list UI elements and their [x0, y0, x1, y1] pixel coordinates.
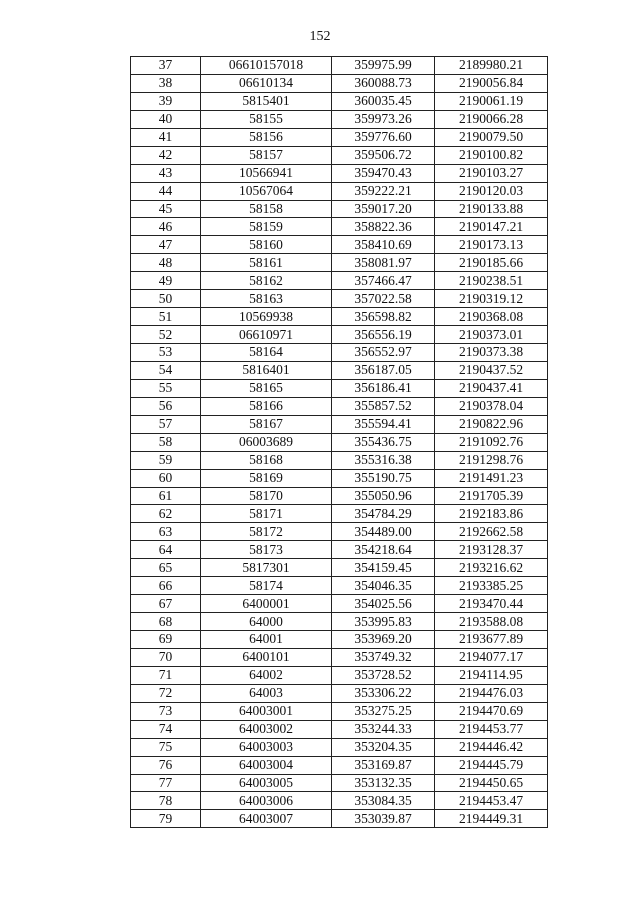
- row-index-cell: 49: [131, 272, 201, 290]
- y-coordinate-cell: 2190133.88: [435, 200, 548, 218]
- row-index-cell: 65: [131, 559, 201, 577]
- table-row: [131, 702, 548, 720]
- point-id-cell: 5815401: [201, 92, 332, 110]
- point-id-cell: 58167: [201, 415, 332, 433]
- point-id-cell: 58163: [201, 290, 332, 308]
- y-coordinate-cell: 2189980.21: [435, 57, 548, 75]
- y-coordinate-cell: 2194450.65: [435, 774, 548, 792]
- x-coordinate-cell: 353749.32: [332, 648, 435, 666]
- point-id-cell: 58155: [201, 110, 332, 128]
- table-row: [131, 613, 548, 631]
- row-index-cell: 42: [131, 146, 201, 164]
- x-coordinate-cell: 354159.45: [332, 559, 435, 577]
- y-coordinate-cell: 2193470.44: [435, 595, 548, 613]
- y-coordinate-cell: 2190185.66: [435, 254, 548, 272]
- point-id-cell: 64003002: [201, 720, 332, 738]
- point-id-cell: 58160: [201, 236, 332, 254]
- point-id-cell: 64003006: [201, 792, 332, 810]
- table-row: [131, 92, 548, 110]
- row-index-cell: 45: [131, 200, 201, 218]
- row-index-cell: 53: [131, 344, 201, 362]
- point-id-cell: 58162: [201, 272, 332, 290]
- point-id-cell: 58170: [201, 487, 332, 505]
- row-index-cell: 37: [131, 57, 201, 75]
- y-coordinate-cell: 2190120.03: [435, 182, 548, 200]
- y-coordinate-cell: 2194470.69: [435, 702, 548, 720]
- x-coordinate-cell: 353169.87: [332, 756, 435, 774]
- y-coordinate-cell: 2190056.84: [435, 74, 548, 92]
- y-coordinate-cell: 2190437.52: [435, 361, 548, 379]
- x-coordinate-cell: 359973.26: [332, 110, 435, 128]
- y-coordinate-cell: 2190373.38: [435, 344, 548, 362]
- x-coordinate-cell: 359975.99: [332, 57, 435, 75]
- y-coordinate-cell: 2191092.76: [435, 433, 548, 451]
- y-coordinate-cell: 2193588.08: [435, 613, 548, 631]
- table-row: [131, 756, 548, 774]
- x-coordinate-cell: 359222.21: [332, 182, 435, 200]
- row-index-cell: 46: [131, 218, 201, 236]
- x-coordinate-cell: 353969.20: [332, 631, 435, 649]
- table-row: [131, 469, 548, 487]
- x-coordinate-cell: 359017.20: [332, 200, 435, 218]
- x-coordinate-cell: 356187.05: [332, 361, 435, 379]
- point-id-cell: 64003004: [201, 756, 332, 774]
- point-id-cell: 64003003: [201, 738, 332, 756]
- y-coordinate-cell: 2190066.28: [435, 110, 548, 128]
- table-row: [131, 326, 548, 344]
- x-coordinate-cell: 360088.73: [332, 74, 435, 92]
- row-index-cell: 77: [131, 774, 201, 792]
- point-id-cell: 64002: [201, 666, 332, 684]
- x-coordinate-cell: 356598.82: [332, 308, 435, 326]
- table-row: [131, 738, 548, 756]
- row-index-cell: 44: [131, 182, 201, 200]
- y-coordinate-cell: 2190100.82: [435, 146, 548, 164]
- table-row: [131, 595, 548, 613]
- x-coordinate-cell: 356552.97: [332, 344, 435, 362]
- table-row: [131, 541, 548, 559]
- row-index-cell: 57: [131, 415, 201, 433]
- x-coordinate-cell: 359470.43: [332, 164, 435, 182]
- point-id-cell: 06610134: [201, 74, 332, 92]
- table-row: [131, 433, 548, 451]
- x-coordinate-cell: 355316.38: [332, 451, 435, 469]
- y-coordinate-cell: 2194453.77: [435, 720, 548, 738]
- table-row: [131, 774, 548, 792]
- row-index-cell: 40: [131, 110, 201, 128]
- y-coordinate-cell: 2194077.17: [435, 648, 548, 666]
- y-coordinate-cell: 2190147.21: [435, 218, 548, 236]
- x-coordinate-cell: 355050.96: [332, 487, 435, 505]
- table-row: [131, 290, 548, 308]
- x-coordinate-cell: 353084.35: [332, 792, 435, 810]
- row-index-cell: 62: [131, 505, 201, 523]
- table-row: [131, 397, 548, 415]
- x-coordinate-cell: 354046.35: [332, 577, 435, 595]
- row-index-cell: 68: [131, 613, 201, 631]
- x-coordinate-cell: 353995.83: [332, 613, 435, 631]
- y-coordinate-cell: 2194449.31: [435, 810, 548, 828]
- point-id-cell: 58169: [201, 469, 332, 487]
- y-coordinate-cell: 2194445.79: [435, 756, 548, 774]
- point-id-cell: 06003689: [201, 433, 332, 451]
- point-id-cell: 58157: [201, 146, 332, 164]
- table-row: [131, 451, 548, 469]
- table-row: [131, 810, 548, 828]
- row-index-cell: 38: [131, 74, 201, 92]
- row-index-cell: 72: [131, 684, 201, 702]
- point-id-cell: 58156: [201, 128, 332, 146]
- x-coordinate-cell: 355857.52: [332, 397, 435, 415]
- y-coordinate-cell: 2190103.27: [435, 164, 548, 182]
- point-id-cell: 06610971: [201, 326, 332, 344]
- point-id-cell: 58161: [201, 254, 332, 272]
- row-index-cell: 60: [131, 469, 201, 487]
- point-id-cell: 58164: [201, 344, 332, 362]
- point-id-cell: 58174: [201, 577, 332, 595]
- table-row: [131, 74, 548, 92]
- point-id-cell: 58171: [201, 505, 332, 523]
- row-index-cell: 61: [131, 487, 201, 505]
- x-coordinate-cell: 359776.60: [332, 128, 435, 146]
- table-row: [131, 792, 548, 810]
- y-coordinate-cell: 2194446.42: [435, 738, 548, 756]
- row-index-cell: 41: [131, 128, 201, 146]
- row-index-cell: 47: [131, 236, 201, 254]
- table-row: [131, 505, 548, 523]
- point-id-cell: 64001: [201, 631, 332, 649]
- row-index-cell: 74: [131, 720, 201, 738]
- x-coordinate-cell: 357022.58: [332, 290, 435, 308]
- row-index-cell: 69: [131, 631, 201, 649]
- row-index-cell: 39: [131, 92, 201, 110]
- row-index-cell: 52: [131, 326, 201, 344]
- point-id-cell: 5816401: [201, 361, 332, 379]
- x-coordinate-cell: 353039.87: [332, 810, 435, 828]
- table-row: [131, 720, 548, 738]
- page-number: 152: [309, 29, 331, 44]
- x-coordinate-cell: 359506.72: [332, 146, 435, 164]
- table-row: [131, 684, 548, 702]
- row-index-cell: 59: [131, 451, 201, 469]
- table-row: [131, 57, 548, 75]
- x-coordinate-cell: 356556.19: [332, 326, 435, 344]
- y-coordinate-cell: 2191491.23: [435, 469, 548, 487]
- x-coordinate-cell: 358410.69: [332, 236, 435, 254]
- point-id-cell: 58165: [201, 379, 332, 397]
- point-id-cell: 64003: [201, 684, 332, 702]
- table-row: [131, 200, 548, 218]
- y-coordinate-cell: 2194453.47: [435, 792, 548, 810]
- table-row: [131, 254, 548, 272]
- table-row: [131, 487, 548, 505]
- point-id-cell: 64003005: [201, 774, 332, 792]
- table-row: [131, 523, 548, 541]
- table-row: [131, 308, 548, 326]
- table-row: [131, 236, 548, 254]
- y-coordinate-cell: 2191705.39: [435, 487, 548, 505]
- y-coordinate-cell: 2190173.13: [435, 236, 548, 254]
- row-index-cell: 51: [131, 308, 201, 326]
- point-id-cell: 06610157018: [201, 57, 332, 75]
- x-coordinate-cell: 358081.97: [332, 254, 435, 272]
- y-coordinate-cell: 2190378.04: [435, 397, 548, 415]
- y-coordinate-cell: 2193385.25: [435, 577, 548, 595]
- table-row: [131, 182, 548, 200]
- point-id-cell: 58173: [201, 541, 332, 559]
- row-index-cell: 56: [131, 397, 201, 415]
- y-coordinate-cell: 2190238.51: [435, 272, 548, 290]
- y-coordinate-cell: 2190061.19: [435, 92, 548, 110]
- y-coordinate-cell: 2190437.41: [435, 379, 548, 397]
- table-row: [131, 272, 548, 290]
- point-id-cell: 58172: [201, 523, 332, 541]
- table-row: [131, 361, 548, 379]
- table-row: [131, 577, 548, 595]
- table-row: [131, 379, 548, 397]
- y-coordinate-cell: 2193216.62: [435, 559, 548, 577]
- row-index-cell: 71: [131, 666, 201, 684]
- point-id-cell: 5817301: [201, 559, 332, 577]
- y-coordinate-cell: 2191298.76: [435, 451, 548, 469]
- y-coordinate-cell: 2193128.37: [435, 541, 548, 559]
- y-coordinate-cell: 2190079.50: [435, 128, 548, 146]
- y-coordinate-cell: 2190373.01: [435, 326, 548, 344]
- point-id-cell: 58168: [201, 451, 332, 469]
- row-index-cell: 79: [131, 810, 201, 828]
- row-index-cell: 67: [131, 595, 201, 613]
- row-index-cell: 43: [131, 164, 201, 182]
- x-coordinate-cell: 357466.47: [332, 272, 435, 290]
- y-coordinate-cell: 2192183.86: [435, 505, 548, 523]
- x-coordinate-cell: 354784.29: [332, 505, 435, 523]
- table-row: [131, 648, 548, 666]
- x-coordinate-cell: 354218.64: [332, 541, 435, 559]
- row-index-cell: 70: [131, 648, 201, 666]
- row-index-cell: 54: [131, 361, 201, 379]
- row-index-cell: 75: [131, 738, 201, 756]
- row-index-cell: 48: [131, 254, 201, 272]
- x-coordinate-cell: 355594.41: [332, 415, 435, 433]
- point-id-cell: 58166: [201, 397, 332, 415]
- x-coordinate-cell: 353244.33: [332, 720, 435, 738]
- coordinates-table-body: [131, 57, 548, 828]
- x-coordinate-cell: 353728.52: [332, 666, 435, 684]
- x-coordinate-cell: 356186.41: [332, 379, 435, 397]
- row-index-cell: 66: [131, 577, 201, 595]
- row-index-cell: 73: [131, 702, 201, 720]
- x-coordinate-cell: 353275.25: [332, 702, 435, 720]
- y-coordinate-cell: 2190319.12: [435, 290, 548, 308]
- row-index-cell: 64: [131, 541, 201, 559]
- row-index-cell: 55: [131, 379, 201, 397]
- y-coordinate-cell: 2193677.89: [435, 631, 548, 649]
- point-id-cell: 6400001: [201, 595, 332, 613]
- point-id-cell: 64000: [201, 613, 332, 631]
- y-coordinate-cell: 2190822.96: [435, 415, 548, 433]
- table-row: [131, 559, 548, 577]
- x-coordinate-cell: 355436.75: [332, 433, 435, 451]
- table-row: [131, 164, 548, 182]
- point-id-cell: 64003007: [201, 810, 332, 828]
- table-row: [131, 415, 548, 433]
- point-id-cell: 58158: [201, 200, 332, 218]
- point-id-cell: 10567064: [201, 182, 332, 200]
- row-index-cell: 50: [131, 290, 201, 308]
- x-coordinate-cell: 360035.45: [332, 92, 435, 110]
- y-coordinate-cell: 2194114.95: [435, 666, 548, 684]
- x-coordinate-cell: 358822.36: [332, 218, 435, 236]
- y-coordinate-cell: 2192662.58: [435, 523, 548, 541]
- table-row: [131, 128, 548, 146]
- table-row: [131, 218, 548, 236]
- x-coordinate-cell: 355190.75: [332, 469, 435, 487]
- table-row: [131, 110, 548, 128]
- table-row: [131, 146, 548, 164]
- x-coordinate-cell: 354489.00: [332, 523, 435, 541]
- row-index-cell: 78: [131, 792, 201, 810]
- x-coordinate-cell: 354025.56: [332, 595, 435, 613]
- y-coordinate-cell: 2194476.03: [435, 684, 548, 702]
- row-index-cell: 63: [131, 523, 201, 541]
- point-id-cell: 10566941: [201, 164, 332, 182]
- row-index-cell: 58: [131, 433, 201, 451]
- table-row: [131, 666, 548, 684]
- point-id-cell: 6400101: [201, 648, 332, 666]
- x-coordinate-cell: 353306.22: [332, 684, 435, 702]
- point-id-cell: 58159: [201, 218, 332, 236]
- coordinates-table: [130, 56, 548, 828]
- point-id-cell: 10569938: [201, 308, 332, 326]
- point-id-cell: 64003001: [201, 702, 332, 720]
- table-row: [131, 344, 548, 362]
- table-row: [131, 631, 548, 649]
- y-coordinate-cell: 2190368.08: [435, 308, 548, 326]
- x-coordinate-cell: 353132.35: [332, 774, 435, 792]
- row-index-cell: 76: [131, 756, 201, 774]
- x-coordinate-cell: 353204.35: [332, 738, 435, 756]
